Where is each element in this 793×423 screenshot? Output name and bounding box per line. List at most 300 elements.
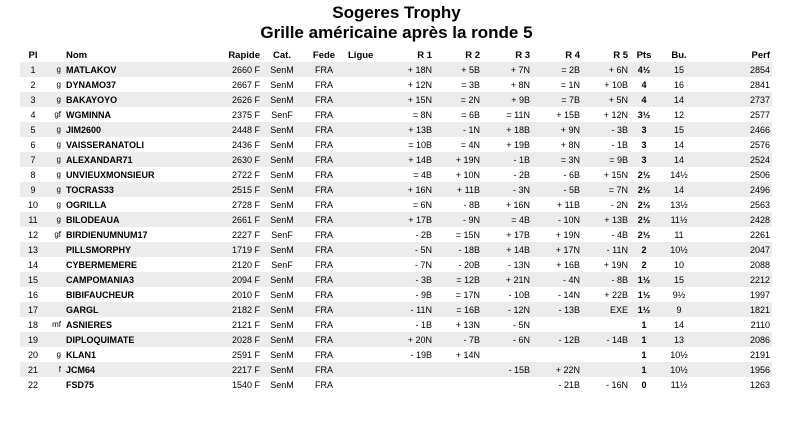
points-cell: 2½ bbox=[630, 212, 658, 227]
performance-cell: 2428 bbox=[700, 212, 772, 227]
round2-result: + 14N bbox=[455, 349, 480, 360]
performance-cell: 2466 bbox=[700, 122, 772, 137]
rank-cell: 4 bbox=[30, 109, 36, 120]
rank-cell: 21 bbox=[20, 362, 46, 377]
header-row bbox=[20, 49, 772, 62]
rapid-rating: 2094 F bbox=[192, 272, 262, 287]
round5-result: - 16N bbox=[605, 379, 628, 390]
category-cell: SenM bbox=[270, 289, 294, 300]
round4-result: - 10N bbox=[532, 212, 582, 227]
round5-result: + 5N bbox=[582, 92, 630, 107]
rapid-rating: 2436 F bbox=[231, 139, 260, 150]
round5-result: + 15N bbox=[603, 169, 628, 180]
round2-result: = 12B bbox=[434, 272, 482, 287]
round1-result: - 19B bbox=[410, 349, 432, 360]
round2-result bbox=[434, 362, 482, 377]
table-row bbox=[20, 212, 772, 227]
category-cell: SenM bbox=[270, 79, 294, 90]
rapid-rating: 2028 F bbox=[192, 332, 262, 347]
rapid-rating: 2591 F bbox=[231, 349, 260, 360]
federation-cell: FRA bbox=[315, 229, 333, 240]
category-cell: SenF bbox=[271, 259, 293, 270]
col-fede: Fede bbox=[312, 50, 336, 61]
round4-result: - 14N bbox=[557, 289, 580, 300]
player-name: BAKAYOYO bbox=[64, 92, 192, 107]
league-cell bbox=[346, 287, 382, 302]
col-pl: Pl bbox=[28, 50, 38, 61]
round4-result: - 12B bbox=[532, 332, 582, 347]
title-cell: g bbox=[56, 140, 61, 149]
player-name: DYNAMO37 bbox=[66, 79, 117, 90]
title-cell: g bbox=[46, 152, 64, 167]
rank-cell: 1 bbox=[20, 62, 46, 77]
rapid-rating: 2121 F bbox=[231, 319, 260, 330]
buchholz-cell: 13½ bbox=[670, 199, 688, 210]
round3-result: + 16N bbox=[505, 199, 530, 210]
title-cell bbox=[46, 257, 64, 272]
round2-result: = 16B bbox=[434, 302, 482, 317]
round4-result: + 11B bbox=[556, 199, 580, 210]
table-row bbox=[20, 167, 772, 182]
buchholz-cell: 9½ bbox=[672, 289, 686, 300]
round4-result: = 3N bbox=[532, 152, 582, 167]
title-cell bbox=[46, 302, 64, 317]
federation-cell: FRA bbox=[302, 182, 346, 197]
round4-result bbox=[532, 347, 582, 362]
round3-result: - 6N bbox=[482, 332, 532, 347]
category-cell: SenM bbox=[262, 362, 302, 377]
col-r4: R 4 bbox=[565, 50, 580, 61]
rapid-rating: 1540 F bbox=[231, 379, 260, 390]
table-row bbox=[20, 287, 772, 302]
performance-cell: 2854 bbox=[700, 62, 772, 77]
player-name: DIPLOQUIMATE bbox=[64, 332, 192, 347]
league-cell bbox=[346, 362, 382, 377]
round3-result: + 8N bbox=[510, 79, 530, 90]
federation-cell: FRA bbox=[315, 319, 333, 330]
rapid-rating: 2515 F bbox=[192, 182, 262, 197]
col-pts: Pts bbox=[636, 50, 652, 61]
round2-result: + 11B bbox=[434, 182, 482, 197]
category-cell: SenM bbox=[262, 182, 302, 197]
points-cell: 1½ bbox=[630, 272, 658, 287]
federation-cell: FRA bbox=[302, 152, 346, 167]
col-r3: R 3 bbox=[515, 50, 530, 61]
round2-result: = 2N bbox=[434, 92, 482, 107]
performance-cell: 2212 bbox=[700, 272, 772, 287]
player-name: CAMPOMANIA3 bbox=[64, 272, 192, 287]
rapid-rating: 2660 F bbox=[192, 62, 262, 77]
round3-result: + 14B bbox=[482, 242, 532, 257]
league-cell bbox=[346, 182, 382, 197]
player-name: BIBIFAUCHEUR bbox=[66, 289, 135, 300]
federation-cell: FRA bbox=[302, 92, 346, 107]
buchholz-cell: 10½ bbox=[658, 362, 700, 377]
league-cell bbox=[346, 377, 382, 392]
buchholz-cell: 15 bbox=[658, 272, 700, 287]
round2-result: + 5B bbox=[434, 62, 482, 77]
rank-cell: 14 bbox=[27, 259, 38, 270]
round2-result: = 3B bbox=[461, 79, 480, 90]
round1-result bbox=[382, 377, 434, 392]
points-cell: 4½ bbox=[630, 62, 658, 77]
round4-result: + 8N bbox=[560, 139, 580, 150]
round1-result: + 12N bbox=[407, 79, 432, 90]
rank-cell: 16 bbox=[27, 289, 38, 300]
rapid-rating: 2375 F bbox=[231, 109, 260, 120]
performance-cell: 2110 bbox=[750, 319, 770, 330]
standings-table bbox=[20, 49, 772, 392]
league-cell bbox=[346, 152, 382, 167]
buchholz-cell: 14 bbox=[673, 139, 684, 150]
table-row bbox=[20, 272, 772, 287]
title-cell bbox=[46, 272, 64, 287]
round5-result: EXE bbox=[582, 302, 630, 317]
league-cell bbox=[346, 242, 382, 257]
buchholz-cell: 14½ bbox=[670, 169, 688, 180]
federation-cell: FRA bbox=[302, 212, 346, 227]
round1-result: - 7N bbox=[414, 259, 432, 270]
rapid-rating: 2626 F bbox=[192, 92, 262, 107]
round1-result: + 16N bbox=[382, 182, 434, 197]
title-cell: g bbox=[46, 122, 64, 137]
round2-result bbox=[434, 377, 482, 392]
performance-cell: 2524 bbox=[700, 152, 772, 167]
round3-result: = 11N bbox=[506, 109, 530, 120]
col-title bbox=[46, 49, 64, 62]
performance-cell: 2841 bbox=[749, 79, 770, 90]
round1-result: - 3B bbox=[382, 272, 434, 287]
rank-cell: 13 bbox=[20, 242, 46, 257]
player-name: BILODEAUA bbox=[64, 212, 192, 227]
round5-result: + 22B bbox=[604, 289, 628, 300]
title-cell bbox=[46, 377, 64, 392]
round5-result: = 9B bbox=[582, 152, 630, 167]
buchholz-cell: 11½ bbox=[670, 379, 688, 390]
points-cell: 1 bbox=[630, 332, 658, 347]
points-cell: 2½ bbox=[637, 229, 651, 240]
category-cell: SenM bbox=[262, 62, 302, 77]
buchholz-cell: 14 bbox=[658, 92, 700, 107]
rapid-rating: 2667 F bbox=[231, 79, 260, 90]
round5-result: = 7N bbox=[582, 182, 630, 197]
table-row bbox=[20, 332, 772, 347]
round3-result: - 2B bbox=[513, 169, 530, 180]
table-row bbox=[20, 227, 772, 242]
federation-cell: FRA bbox=[302, 242, 346, 257]
performance-cell: 2191 bbox=[749, 349, 770, 360]
round2-result: - 7B bbox=[434, 332, 482, 347]
round2-result: - 9N bbox=[434, 212, 482, 227]
table-row bbox=[20, 92, 772, 107]
rapid-rating: 2722 F bbox=[231, 169, 260, 180]
category-cell: SenM bbox=[262, 212, 302, 227]
federation-cell: FRA bbox=[315, 109, 333, 120]
category-cell: SenM bbox=[262, 122, 302, 137]
title-cell: g bbox=[56, 80, 61, 89]
category-cell: SenM bbox=[262, 332, 302, 347]
buchholz-cell: 11½ bbox=[658, 212, 700, 227]
round3-result: - 1B bbox=[482, 152, 532, 167]
points-cell: 2 bbox=[641, 259, 647, 270]
player-name: PILLSMORPHY bbox=[64, 242, 192, 257]
round2-result: - 8B bbox=[463, 199, 480, 210]
title-cell: f bbox=[46, 362, 64, 377]
round5-result: + 12N bbox=[603, 109, 628, 120]
table-row bbox=[20, 257, 772, 272]
league-cell bbox=[346, 197, 382, 212]
round1-result: + 20N bbox=[382, 332, 434, 347]
buchholz-cell: 14 bbox=[673, 319, 684, 330]
rank-cell: 9 bbox=[20, 182, 46, 197]
league-cell bbox=[346, 317, 382, 332]
rank-cell: 7 bbox=[20, 152, 46, 167]
round1-result: + 15N bbox=[382, 92, 434, 107]
federation-cell: FRA bbox=[302, 62, 346, 77]
table-row bbox=[20, 107, 772, 122]
round5-result bbox=[582, 362, 630, 377]
title-cell: g bbox=[46, 62, 64, 77]
round3-result bbox=[482, 377, 532, 392]
points-cell: 1 bbox=[641, 349, 647, 360]
buchholz-cell: 9 bbox=[658, 302, 700, 317]
round1-result: + 13B bbox=[382, 122, 434, 137]
rapid-rating: 2010 F bbox=[231, 289, 260, 300]
round1-result: = 6N bbox=[412, 199, 432, 210]
rank-cell: 17 bbox=[20, 302, 46, 317]
league-cell bbox=[346, 122, 382, 137]
table-row bbox=[20, 317, 772, 332]
round5-result: + 10B bbox=[604, 79, 628, 90]
player-name: GARGL bbox=[64, 302, 192, 317]
col-cat: Cat. bbox=[273, 50, 291, 61]
round3-result: - 3N bbox=[482, 182, 532, 197]
performance-cell: 1956 bbox=[700, 362, 772, 377]
rank-cell: 15 bbox=[20, 272, 46, 287]
round3-result: + 7N bbox=[482, 62, 532, 77]
federation-cell: FRA bbox=[315, 289, 333, 300]
round3-result: - 10B bbox=[508, 289, 530, 300]
title-cell: mf bbox=[52, 320, 61, 329]
points-cell: 1½ bbox=[630, 302, 658, 317]
performance-cell: 1997 bbox=[749, 289, 770, 300]
federation-cell: FRA bbox=[315, 379, 333, 390]
rank-cell: 22 bbox=[27, 379, 38, 390]
buchholz-cell: 12 bbox=[673, 109, 684, 120]
points-cell: 2½ bbox=[630, 182, 658, 197]
round3-result: - 12N bbox=[482, 302, 532, 317]
performance-cell: 1821 bbox=[700, 302, 772, 317]
round4-result: + 15B bbox=[556, 109, 580, 120]
round3-result bbox=[482, 347, 532, 362]
points-cell: 2½ bbox=[637, 169, 651, 180]
league-cell bbox=[346, 137, 382, 152]
points-cell: 1 bbox=[641, 319, 647, 330]
round5-result: - 14B bbox=[582, 332, 630, 347]
round2-result: = 4N bbox=[460, 139, 480, 150]
league-cell bbox=[346, 272, 382, 287]
performance-cell: 2737 bbox=[700, 92, 772, 107]
player-name: CYBERMEMERE bbox=[66, 259, 138, 270]
col-r5: R 5 bbox=[613, 50, 628, 61]
rank-cell: 12 bbox=[27, 229, 38, 240]
round1-result: - 5N bbox=[382, 242, 434, 257]
league-cell bbox=[346, 332, 382, 347]
rapid-rating: 2728 F bbox=[231, 199, 260, 210]
title-cell: g bbox=[56, 200, 61, 209]
buchholz-cell: 14 bbox=[658, 182, 700, 197]
round4-result: - 5B bbox=[532, 182, 582, 197]
federation-cell: FRA bbox=[315, 139, 333, 150]
federation-cell: FRA bbox=[315, 169, 333, 180]
round5-result: + 19N bbox=[603, 259, 628, 270]
category-cell: SenM bbox=[270, 139, 294, 150]
round4-result bbox=[532, 317, 582, 332]
player-name: FSD75 bbox=[66, 379, 95, 390]
player-name: KLAN1 bbox=[66, 349, 97, 360]
title-cell: g bbox=[46, 92, 64, 107]
rapid-rating: 2630 F bbox=[192, 152, 262, 167]
player-name: ASNIERES bbox=[66, 319, 113, 330]
round3-result: - 15B bbox=[482, 362, 532, 377]
federation-cell: FRA bbox=[315, 349, 333, 360]
rank-cell: 8 bbox=[30, 169, 36, 180]
col-nom: Nom bbox=[66, 50, 88, 61]
round4-result: + 16B bbox=[556, 259, 580, 270]
rapid-rating: 2217 F bbox=[192, 362, 262, 377]
performance-cell: 2576 bbox=[749, 139, 770, 150]
league-cell bbox=[346, 257, 382, 272]
league-cell bbox=[346, 92, 382, 107]
title-cell: g bbox=[56, 350, 61, 359]
player-name: JCM64 bbox=[64, 362, 192, 377]
round3-result: = 4B bbox=[482, 212, 532, 227]
round5-result: - 3B bbox=[582, 122, 630, 137]
col-rapide: Rapide bbox=[228, 50, 260, 61]
league-cell bbox=[346, 167, 382, 182]
table-row bbox=[20, 242, 772, 257]
buchholz-cell: 13 bbox=[658, 332, 700, 347]
round1-result: - 9B bbox=[415, 289, 432, 300]
federation-cell: FRA bbox=[315, 199, 333, 210]
rapid-rating: 1719 F bbox=[192, 242, 262, 257]
league-cell bbox=[346, 107, 382, 122]
rank-cell: 2 bbox=[30, 79, 36, 90]
round2-result: - 18B bbox=[434, 242, 482, 257]
round3-result: - 13N bbox=[507, 259, 530, 270]
round5-result: + 13B bbox=[582, 212, 630, 227]
col-ligue: Ligue bbox=[348, 50, 374, 61]
rank-cell: 18 bbox=[27, 319, 38, 330]
round4-result: - 6B bbox=[563, 169, 580, 180]
round5-result: + 6N bbox=[582, 62, 630, 77]
round4-result: - 21B bbox=[558, 379, 580, 390]
page-title: Sogeres Trophy bbox=[332, 3, 461, 22]
buchholz-cell: 15 bbox=[658, 62, 700, 77]
league-cell bbox=[346, 347, 382, 362]
category-cell: SenM bbox=[270, 199, 294, 210]
round1-result: - 1B bbox=[415, 319, 432, 330]
rank-cell: 20 bbox=[27, 349, 38, 360]
round4-result: + 9N bbox=[532, 122, 582, 137]
round2-result: - 20B bbox=[458, 259, 480, 270]
rank-cell: 19 bbox=[20, 332, 46, 347]
category-cell: SenF bbox=[271, 109, 293, 120]
round2-result: + 13N bbox=[455, 319, 480, 330]
league-cell bbox=[346, 227, 382, 242]
category-cell: SenM bbox=[262, 302, 302, 317]
table-row bbox=[20, 377, 772, 392]
title-cell: g bbox=[56, 170, 61, 179]
category-cell: SenM bbox=[262, 152, 302, 167]
round2-result: = 17N bbox=[455, 289, 480, 300]
rank-cell: 5 bbox=[20, 122, 46, 137]
table-row bbox=[20, 182, 772, 197]
federation-cell: FRA bbox=[315, 259, 333, 270]
round1-result: - 11N bbox=[382, 302, 434, 317]
page-subtitle: Grille américaine après la ronde 5 bbox=[260, 23, 533, 42]
performance-cell: 2496 bbox=[700, 182, 772, 197]
round3-result: - 5N bbox=[512, 319, 530, 330]
player-name: BIRDIENUMNUM17 bbox=[66, 229, 148, 240]
federation-cell: FRA bbox=[302, 122, 346, 137]
col-perf: Perf bbox=[751, 50, 770, 61]
round5-result: - 1B bbox=[611, 139, 628, 150]
points-cell: 1½ bbox=[637, 289, 651, 300]
points-cell: 3 bbox=[630, 122, 658, 137]
performance-cell: 2088 bbox=[749, 259, 770, 270]
title-cell: g bbox=[46, 212, 64, 227]
buchholz-cell: 15 bbox=[658, 122, 700, 137]
rank-cell: 6 bbox=[30, 139, 36, 150]
round1-result: + 14B bbox=[382, 152, 434, 167]
round1-result: = 10B bbox=[408, 139, 432, 150]
round5-result: - 4B bbox=[611, 229, 628, 240]
performance-cell: 2506 bbox=[749, 169, 770, 180]
title-cell bbox=[46, 287, 64, 302]
category-cell: SenM bbox=[262, 92, 302, 107]
performance-cell: 2086 bbox=[700, 332, 772, 347]
round1-result: = 8N bbox=[412, 109, 432, 120]
category-cell: SenM bbox=[270, 169, 294, 180]
table-row bbox=[20, 77, 772, 92]
table-row bbox=[20, 137, 772, 152]
round3-result: + 9B bbox=[482, 92, 532, 107]
round5-result bbox=[582, 317, 630, 332]
performance-cell: 2563 bbox=[749, 199, 770, 210]
title-cell: gf bbox=[54, 110, 61, 119]
category-cell: SenM bbox=[262, 272, 302, 287]
rapid-rating: 2661 F bbox=[192, 212, 262, 227]
round4-result: = 2B bbox=[532, 62, 582, 77]
col-bu: Bu. bbox=[671, 50, 687, 61]
round1-result: + 17B bbox=[382, 212, 434, 227]
performance-cell: 2261 bbox=[749, 229, 770, 240]
round3-result: + 19B bbox=[506, 139, 530, 150]
table-row bbox=[20, 302, 772, 317]
round5-result: - 11N bbox=[582, 242, 630, 257]
round4-result: + 19N bbox=[555, 229, 580, 240]
round1-result: - 2B bbox=[415, 229, 432, 240]
points-cell: 2 bbox=[630, 242, 658, 257]
round4-result: = 7B bbox=[532, 92, 582, 107]
federation-cell: FRA bbox=[315, 79, 333, 90]
league-cell bbox=[346, 62, 382, 77]
col-r1: R 1 bbox=[417, 50, 432, 61]
round1-result: = 4B bbox=[413, 169, 432, 180]
rapid-rating: 2227 F bbox=[231, 229, 260, 240]
rapid-rating: 2182 F bbox=[192, 302, 262, 317]
